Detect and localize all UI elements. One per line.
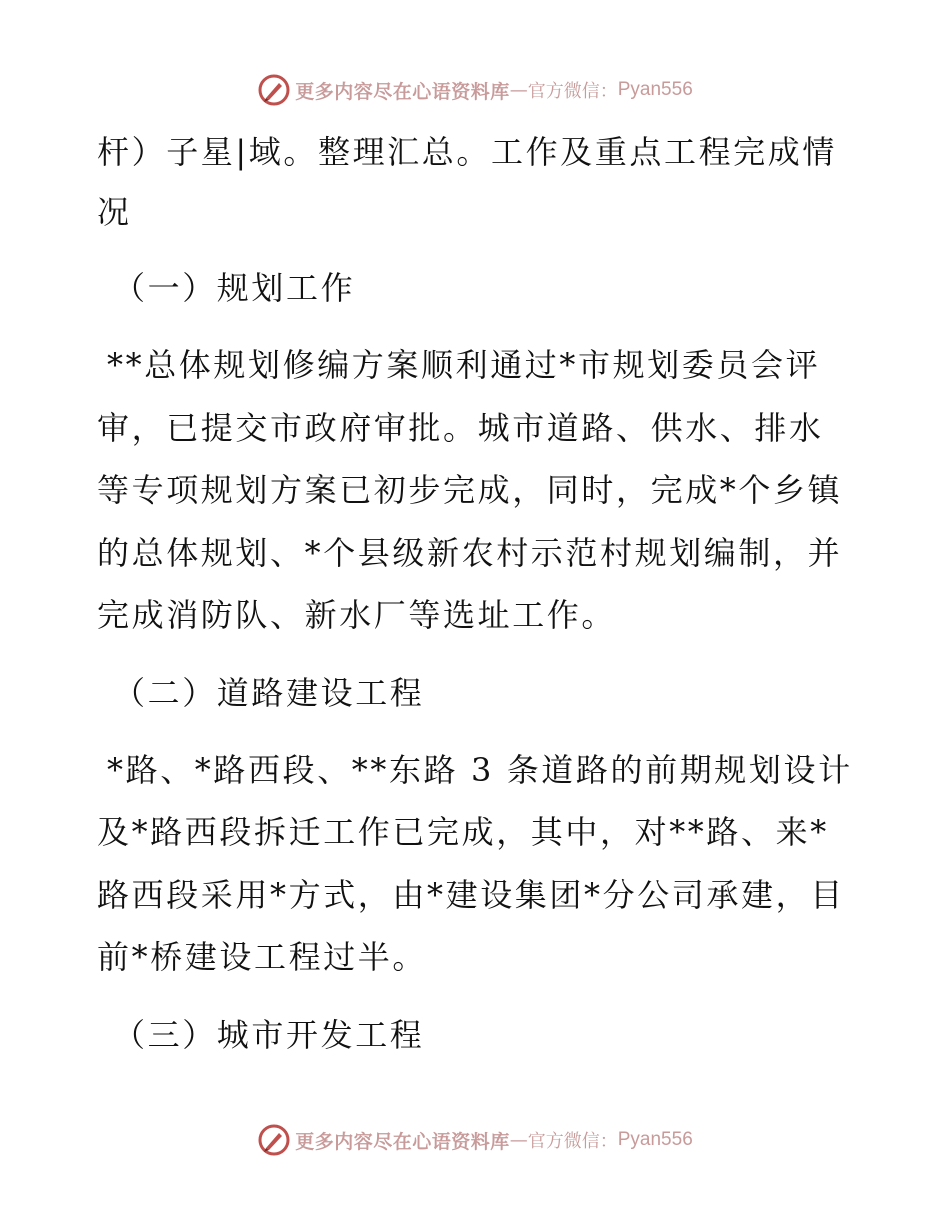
- section-body-1: **总体规划修编方案顺利通过*市规划委员会评审，已提交市政府审批。城市道路、供水、排水等专项规划方案已初步完成，同时，完成*个乡镇的总体规划、*个县级新农村示范村规划编制，并完成消防队、新水厂等选址工作。: [97, 346, 843, 634]
- watermark-wechat-id: Pyan556: [617, 1129, 693, 1150]
- section-heading-1: （一）规划工作: [113, 269, 356, 307]
- footer-watermark: [0, 1122, 950, 1158]
- watermark-title: 更多内容尽在心语资料库: [295, 80, 510, 103]
- watermark-dash: —: [509, 79, 528, 101]
- watermark-title: 更多内容尽在心语资料库: [295, 1130, 510, 1153]
- section-heading-3: （三）城市开发工程: [113, 1015, 425, 1054]
- header-watermark: [0, 72, 950, 108]
- watermark-wechat-label: 官方微信：: [527, 1131, 618, 1152]
- section-heading-2: （二）道路建设工程: [113, 673, 425, 712]
- document-body: [97, 122, 857, 1065]
- watermark-wechat-label: 官方微信：: [527, 81, 618, 102]
- watermark-wechat-id: Pyan556: [617, 79, 693, 100]
- intro-line-1: 杆）子星|域。整理汇总。工作及重点工程完成情: [97, 133, 837, 171]
- watermark-dash: —: [509, 1129, 528, 1151]
- pen-logo-icon: [257, 73, 291, 107]
- section-body-2: *路、*路西段、**东路 3 条道路的前期规划设计及*路西段拆迁工作已完成，其中，对**路、来*路西段采用*方式，由*建设集团*分公司承建，目前*桥建设工程过半。: [97, 750, 853, 976]
- pen-logo-icon: [257, 1123, 291, 1157]
- intro-line-2: 况: [97, 193, 132, 231]
